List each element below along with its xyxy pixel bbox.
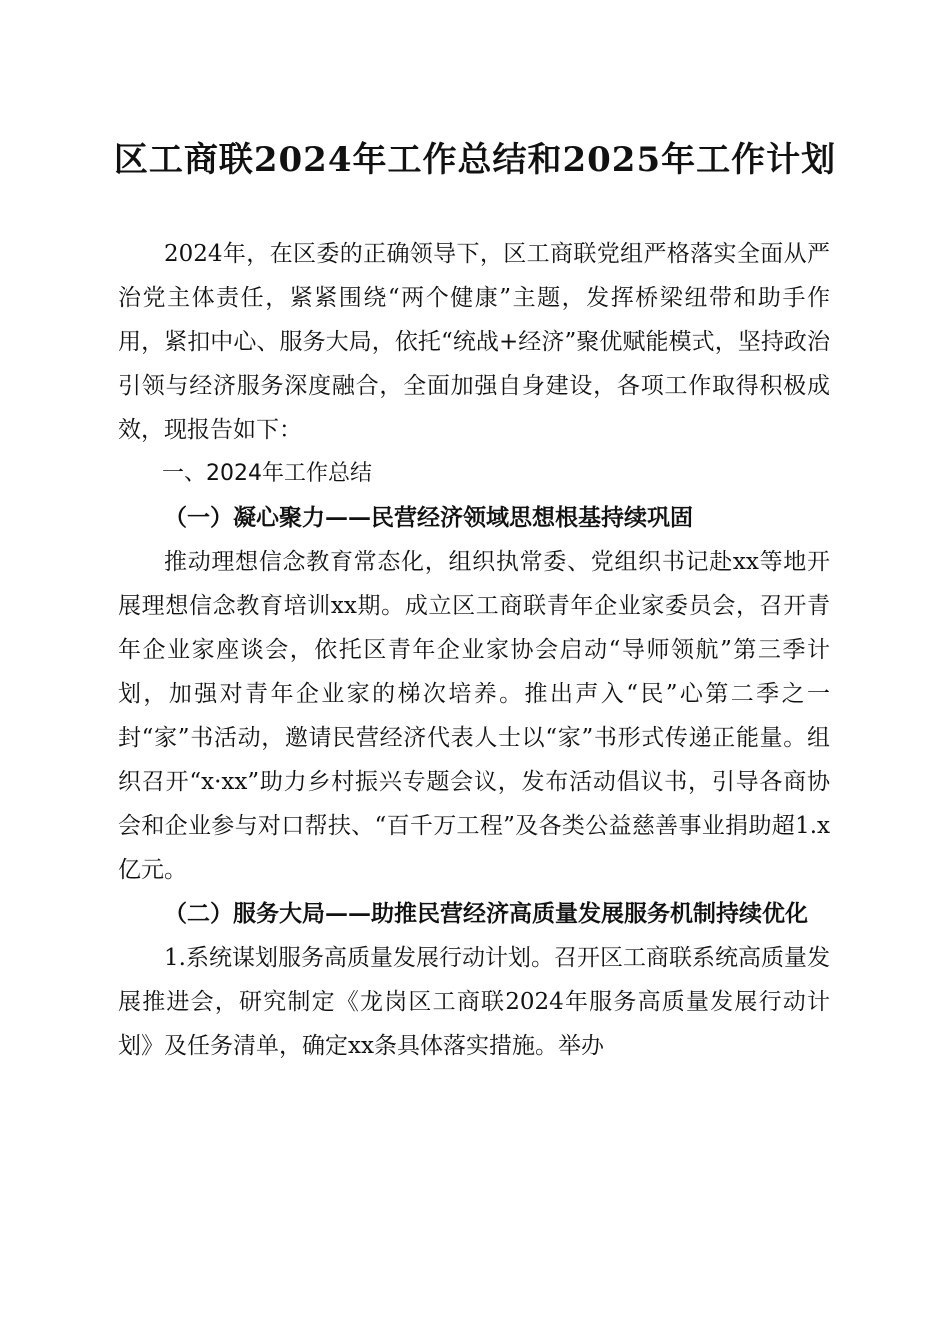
intro-paragraph: 2024年，在区委的正确领导下，区工商联党组严格落实全面从严治党主体责任，紧紧围绕“两个健康”主题，发挥桥梁纽带和助手作用，紧扣中心、服务大局，依托“统战+经济”聚优赋能模式，坚持政治引领与经济服务深度融合，全面加强自身建设，各项工作取得积极成效，现报告如下： [118,241,830,443]
document-title: 区工商联2024年工作总结和2025年工作计划 [113,140,837,180]
document-body [118,232,830,1068]
section-heading-work-summary: 一、2024年工作总结 [162,461,372,486]
subsection-heading-1: （一）凝心聚力——民营经济领域思想根基持续巩固 [164,504,693,531]
subsection-1-paragraph: 推动理想信念教育常态化，组织执常委、党组织书记赴xx等地开展理想信念教育培训xx期。成立区工商联青年企业家委员会，召开青年企业家座谈会，依托区青年企业家协会启动“导师领航”第三季计划，加强对青年企业家的梯次培养。推出声入“民”心第二季之一封“家”书活动，邀请民营经济代表人士以“家”书形式传递正能量。组织召开“x·xx”助力乡村振兴专题会议，发布活动倡议书，引导各商协会和企业参与对口帮扶、“百千万工程”及各类公益慈善事业捐助超1.x亿元。 [118,549,830,883]
item-1-paragraph: 1.系统谋划服务高质量发展行动计划。召开区工商联系统高质量发展推进会，研究制定《龙岗区工商联2024年服务高质量发展行动计划》及任务清单，确定xx条具体落实措施。举办 [118,945,830,1059]
subsection-heading-2: （二）服务大局——助推民营经济高质量发展服务机制持续优化 [164,900,808,927]
